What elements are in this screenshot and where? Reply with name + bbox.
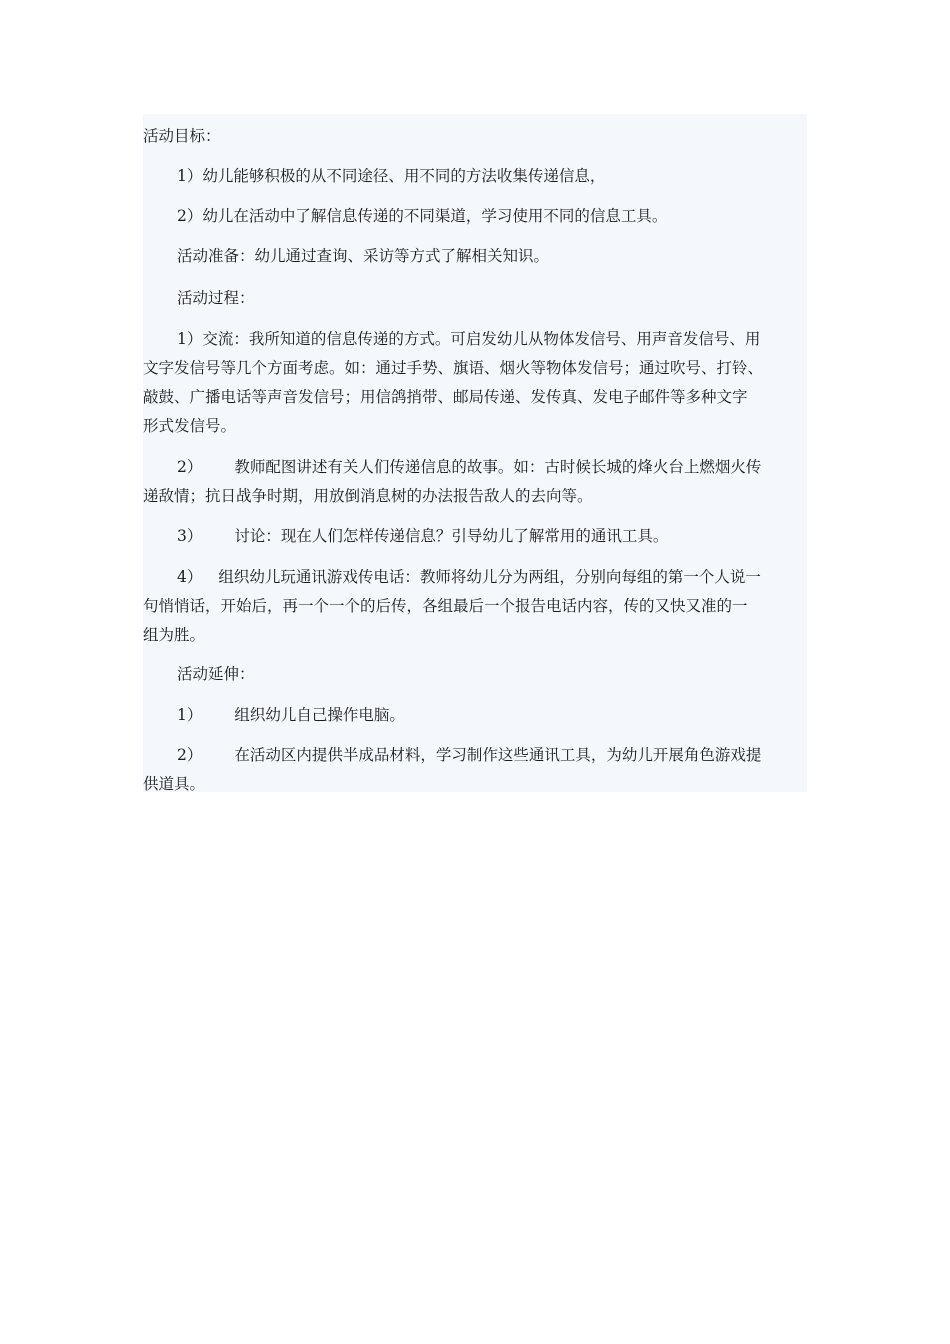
process-step-1-line-2: 文字发信号等几个方面考虑。如：通过手势、旗语、烟火等物体发信号；通过吹号、打铃、 xyxy=(143,359,764,377)
goal-item-2: 2）幼儿在活动中了解信息传递的不同渠道，学习使用不同的信息工具。 xyxy=(177,207,668,225)
process-step-1-line-1: 1）交流：我所知道的信息传递的方式。可启发幼儿从物体发信号、用声音发信号、用 xyxy=(177,330,761,348)
process-step-2-line-1: 2） 教师配图讲述有关人们传递信息的故事。如：古时候长城的烽火台上燃烟火传 xyxy=(177,458,762,476)
process-step-3-line-1: 3） 讨论：现在人们怎样传递信息？引导幼儿了解常用的通讯工具。 xyxy=(177,527,669,545)
process-step-1 xyxy=(143,325,807,441)
extension-step-1-line-1: 1） 组织幼儿自己操作电脑。 xyxy=(177,706,405,724)
extension-step-1 xyxy=(143,701,807,730)
process-heading: 活动过程： xyxy=(177,289,255,307)
process-step-2-line-2: 递敌情；抗日战争时期，用放倒消息树的办法报告敌人的去向等。 xyxy=(143,487,593,505)
process-step-1-line-3: 敲鼓、广播电话等声音发信号；用信鸽捎带、邮局传递、发传真、发电子邮件等多种文字 xyxy=(143,388,748,406)
extension-heading: 活动延伸： xyxy=(177,665,255,683)
extension-step-2 xyxy=(143,741,807,799)
process-step-4-line-1: 4） 组织幼儿玩通讯游戏传电话：教师将幼儿分为两组，分别向每组的第一个人说一 xyxy=(177,568,761,586)
goal-item-1: 1）幼儿能够积极的从不同途径、用不同的方法收集传递信息， xyxy=(177,167,606,185)
process-step-1-line-4: 形式发信号。 xyxy=(143,417,237,435)
document-body xyxy=(143,114,807,792)
goals-heading: 活动目标： xyxy=(143,127,221,145)
process-step-3 xyxy=(143,522,807,551)
process-step-4-line-2: 句悄悄话，开始后，再一个一个的后传，各组最后一个报告电话内容，传的又快又准的一 xyxy=(143,597,748,615)
process-step-4-line-3: 组为胜。 xyxy=(143,626,206,644)
process-step-2 xyxy=(143,453,807,511)
extension-step-2-line-1: 2） 在活动区内提供半成品材料，学习制作这些通讯工具，为幼儿开展角色游戏提 xyxy=(177,746,762,764)
preparation-text: 活动准备：幼儿通过查询、采访等方式了解相关知识。 xyxy=(177,247,550,265)
extension-step-2-line-2: 供道具。 xyxy=(143,775,206,793)
process-step-4 xyxy=(143,563,807,650)
